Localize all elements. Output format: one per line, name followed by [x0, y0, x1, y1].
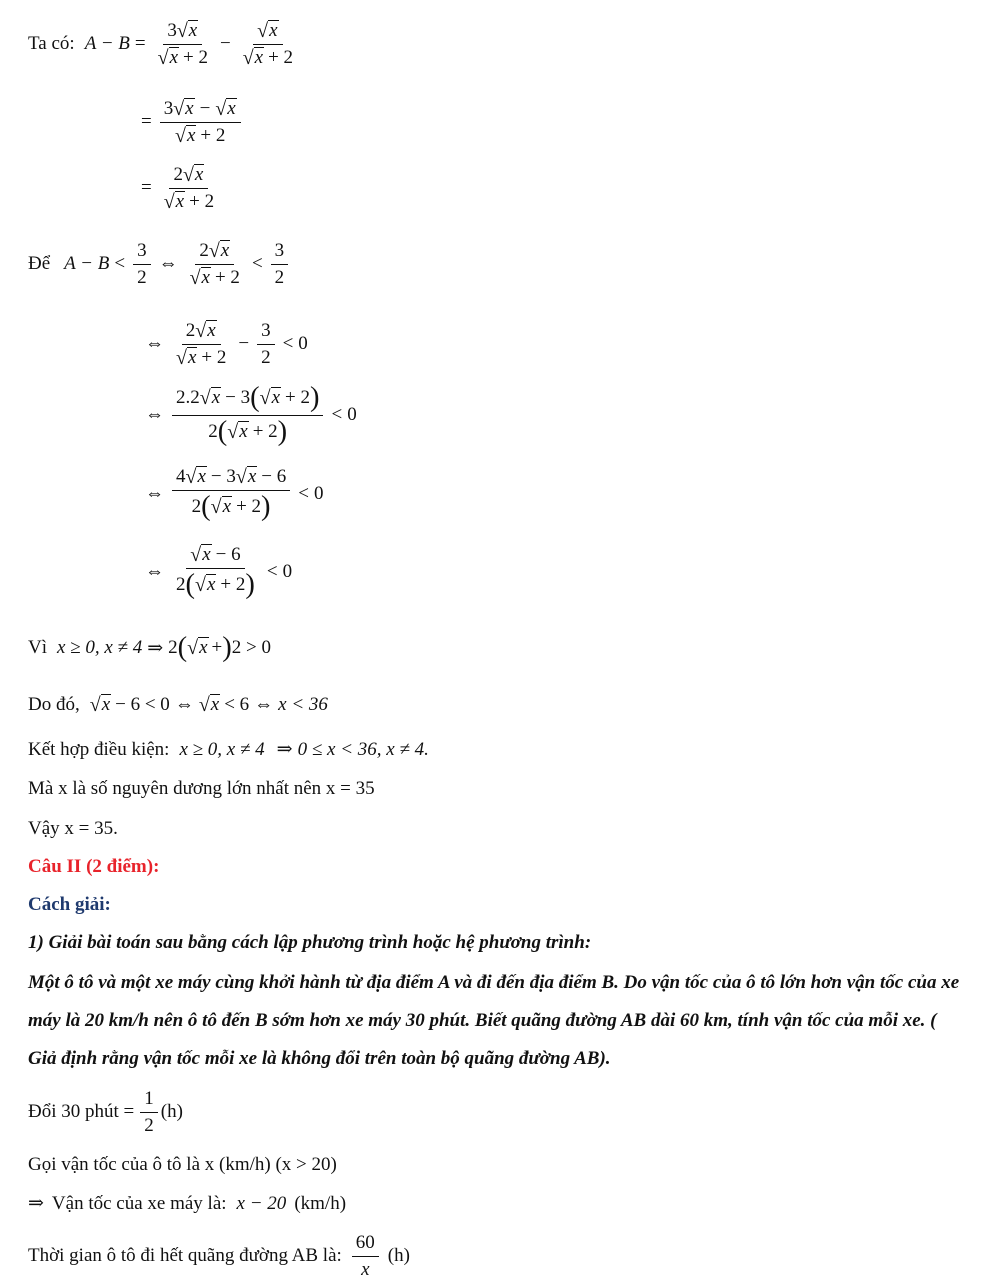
line-ma-x: Mà x là số nguyên dương lớn nhất nên x = 35 [28, 778, 375, 799]
fraction: $\frac{3}{2}$ [271, 240, 289, 289]
line-step-7: ⇔ 4 √ x − 3 √ x − 6 2 ( √ x + 2 ) < 0 [145, 465, 324, 522]
line-step-6: ⇔ 2.2 √ x − 3 ( √ x + 2 ) 2 ( √ x + 2 ) < 0 [145, 382, 357, 447]
label-vi: Vì [28, 637, 47, 659]
line-vi: Vì x ≥ 0, x ≠ 4 ⇒ 2 ( √ x + ) 2 > 0 [28, 632, 271, 663]
line-ket-hop: Kết hợp điều kiện: x ≥ 0, x ≠ 4 ⇒ 0 ≤ x < 36, x ≠ 4. [28, 738, 429, 760]
fraction: √ x − 6 2 ( √ x + 2 ) [176, 543, 255, 600]
heading-part-1: 1) Giải bài toán sau bằng cách lập phương trình hoặc hệ phương trình: [28, 932, 592, 953]
line-step-2: = 3 √ x − √ x √ x + 2 [136, 98, 244, 147]
line-vay: Vậy x = 35. [28, 818, 118, 839]
line-ta-co [28, 20, 300, 69]
label-thoi-gian: Thời gian ô tô đi hết quãng đường AB là: [28, 1245, 342, 1267]
label-do-do: Do đó, [28, 694, 80, 715]
line-goi: Gọi vận tốc của ô tô là x (km/h) (x > 20) [28, 1154, 337, 1175]
line-do-do: Do đó, √ x − 6 < 0 ⇔ √ x < 6 ⇔ x < 36 [28, 693, 328, 716]
line-step-8: ⇔ √ x − 6 2 ( √ x + 2 ) < 0 [145, 543, 293, 600]
heading-cach-giai: Cách giải: [28, 894, 111, 915]
line-van-toc-xe-may: ⇒ Vận tốc của xe máy là: x − 20 (km/h) [28, 1192, 347, 1214]
line-step-3: = 2 √ x √ x + 2 [136, 164, 221, 213]
fraction: 2 √ x √ x + 2 [163, 163, 215, 213]
label-de: Để [28, 253, 51, 275]
label-doi: Đổi 30 phút = [28, 1101, 135, 1123]
fraction: 2.2 √ x − 3 ( √ x + 2 ) 2 ( √ x + 2 ) [172, 384, 323, 446]
line-de: Để A − B < $\frac{3}{2}$ ⇔ 2 √ x √ x + 2 < $\frac{3}{2}$ [28, 240, 291, 289]
expr-a-minus-b: A − B [84, 33, 130, 55]
problem-statement: Một ô tô và một xe máy cùng khởi hành từ địa điểm A và đi đến địa điểm B. Do vận tốc của ô tô lớn hơn vận tốc của xe máy là 20 km/h nên ô tô đến B sớm hơn xe máy 30 phút. Biết quãng đường AB dài 60 km, tính vận tốc của mỗi xe. ( Giả định rằng vận tốc mỗi xe là không đổi trên toàn bộ quãng đường AB). [28, 972, 960, 1069]
heading-cau-ii: Câu II (2 điểm): [28, 856, 160, 877]
implies-sign: ⇒ [28, 1193, 44, 1214]
fraction: 3 √ x √ x + 2 [157, 19, 208, 69]
fraction: 4 √ x − 3 √ x − 6 2 ( √ x + 2 ) [172, 466, 290, 521]
line-thoi-gian: Thời gian ô tô đi hết quãng đường AB là: $\frac{60}{x}$ (h) [28, 1232, 410, 1280]
fraction: 2 √ x √ x + 2 [176, 319, 227, 369]
fraction: $\frac{60}{x}$ [352, 1232, 379, 1281]
line-step-5: ⇔ 2 √ x √ x + 2 − $\frac{3}{2}$ < 0 [145, 319, 308, 369]
fraction: $\frac{3}{2}$ [133, 240, 151, 289]
equals-sign: = [134, 33, 146, 55]
line-doi: Đổi 30 phút = $\frac{1}{2}$ (h) [28, 1088, 183, 1136]
label-ket-hop: Kết hợp điều kiện: [28, 738, 170, 760]
fraction: $\frac{3}{2}$ [257, 320, 275, 369]
fraction: 3 √ x − √ x √ x + 2 [160, 98, 241, 147]
minus-sign: − [219, 33, 231, 55]
fraction: $\frac{1}{2}$ [140, 1088, 158, 1137]
fraction: √ x √ x + 2 [242, 19, 294, 69]
label-ta-co: Ta có: [28, 33, 75, 55]
fraction: 2 √ x √ x + 2 [189, 239, 240, 289]
